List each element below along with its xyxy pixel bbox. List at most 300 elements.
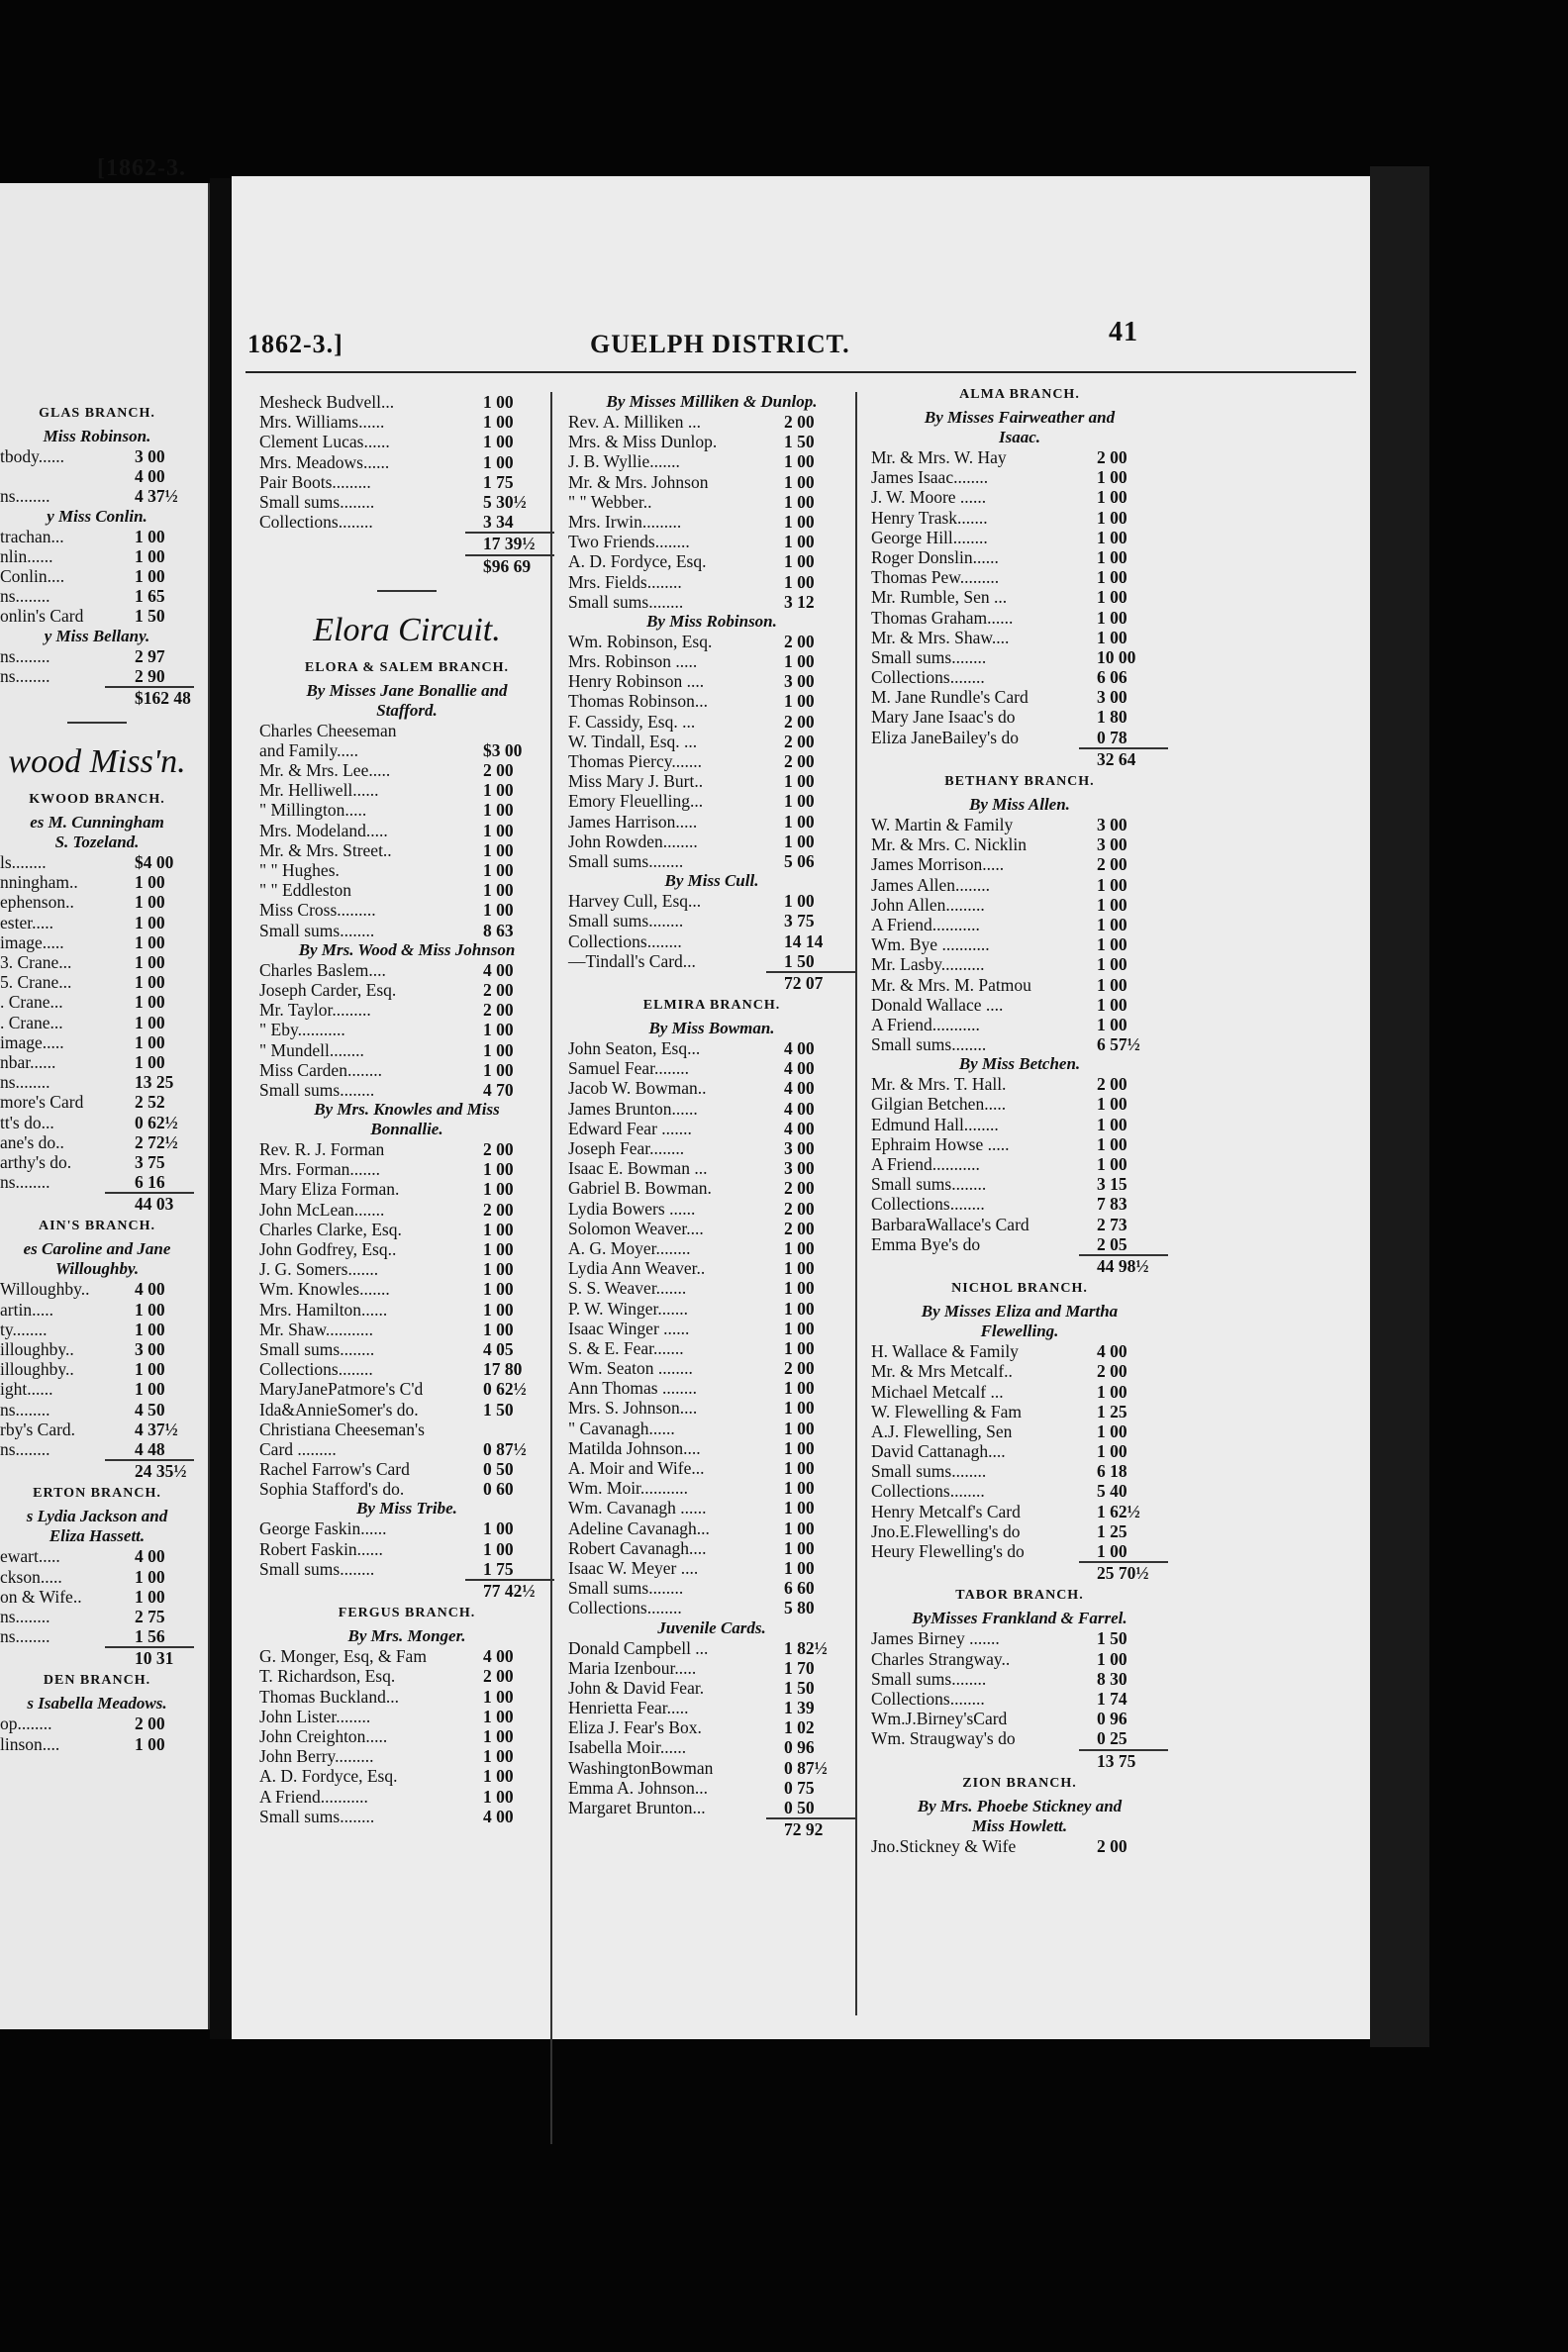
contribution-row [259, 821, 554, 840]
contributor-name: Ida&AnnieSomer's do. [259, 1399, 419, 1420]
branch-total [871, 1751, 1168, 1771]
contributor-name: Margaret Brunton... [568, 1798, 706, 1817]
contributor-name: nningham.. [0, 872, 78, 893]
contribution-row [259, 1379, 554, 1399]
contribution-row [0, 646, 194, 666]
contribution-row [259, 1519, 554, 1538]
contribution-row [259, 1439, 554, 1459]
column-rule-2 [855, 392, 857, 2015]
contribution-amount: 1 00 [1097, 974, 1127, 995]
contribution-row [259, 1726, 554, 1746]
contribution-amount: 1 00 [135, 565, 165, 586]
contribution-row [568, 532, 855, 551]
contribution-row [259, 492, 554, 512]
contribution-row [871, 954, 1168, 974]
contribution-row [568, 771, 855, 791]
contribution-row [0, 1052, 194, 1072]
total-amount: $162 48 [135, 687, 191, 708]
contribution-amount: 3 00 [1097, 815, 1127, 834]
contribution-row [259, 721, 554, 740]
contributor-name: ight...... [0, 1379, 53, 1400]
contribution-amount: 1 00 [483, 839, 514, 860]
branch-heading: ELMIRA BRANCH. [642, 998, 781, 1014]
contribution-amount: 4 00 [784, 1078, 815, 1099]
contributor-name: Michael Metcalf ... [871, 1381, 1004, 1402]
left-page-fragment [0, 155, 210, 2029]
contributor-name: Wm.J.Birney'sCard [871, 1709, 1008, 1729]
left-fragment-column [0, 401, 194, 1754]
contribution-amount: 1 00 [1097, 874, 1127, 895]
contribution-row [0, 1379, 194, 1399]
contribution-row [259, 512, 554, 532]
contribution-amount: 1 00 [483, 451, 514, 472]
contribution-row [259, 1766, 554, 1786]
contributor-name: Miss Carden........ [259, 1059, 382, 1080]
contribution-row [0, 546, 194, 566]
contribution-amount: 5 06 [784, 850, 815, 871]
contribution-amount: 1 00 [135, 1733, 165, 1754]
contribution-row [259, 760, 554, 780]
contribution-row [0, 1587, 194, 1607]
contribution-row [0, 446, 194, 466]
contributor-name: Mr. Taylor......... [259, 1000, 371, 1021]
contributor-name: A Friend........... [871, 1014, 980, 1034]
contribution-amount: 1 00 [1097, 487, 1127, 508]
branch-total [0, 1461, 194, 1481]
contributor-name: Christiana Cheeseman's [259, 1419, 425, 1439]
contribution-amount: 4 50 [135, 1399, 165, 1420]
contribution-row [871, 1628, 1168, 1648]
contributor-name: and Family..... [259, 739, 358, 760]
contribution-row [568, 1158, 855, 1178]
contribution-row [568, 1498, 855, 1518]
contributor-name: 3. Crane... [0, 952, 72, 972]
contribution-row [259, 1159, 554, 1179]
contribution-row [259, 1459, 554, 1479]
contribution-row [0, 666, 194, 686]
total-amount: 77 42½ [483, 1581, 536, 1601]
contributor-name: Mrs. Hamilton...... [259, 1299, 388, 1320]
contribution-row [259, 432, 554, 451]
contributor-name: James Isaac........ [871, 467, 989, 488]
contributor-name: Thomas Pew......... [871, 567, 1000, 588]
collector-line: By Misses Eliza and Martha [921, 1302, 1119, 1322]
contribution-amount: 1 00 [135, 1299, 165, 1320]
contribution-row [871, 1341, 1168, 1361]
contribution-row [259, 1080, 554, 1100]
collector-line: By Misses Jane Bonallie and [306, 680, 508, 700]
contribution-row [0, 1072, 194, 1092]
contributor-name: Rev. R. J. Forman [259, 1139, 385, 1160]
contribution-row [871, 567, 1168, 587]
contributor-name: Mrs. Williams...... [259, 412, 385, 433]
collector-line: Miss Howlett. [971, 1815, 1068, 1835]
contribution-row [871, 834, 1168, 854]
contribution-amount: 4 48 [135, 1438, 165, 1459]
contribution-row [568, 432, 855, 451]
contribution-amount: 1 50 [135, 606, 165, 627]
contributor-name: Willoughby.. [0, 1279, 90, 1300]
contributor-name: more's Card [0, 1092, 84, 1113]
contribution-amount: 1 65 [135, 586, 165, 607]
contribution-row [871, 1481, 1168, 1501]
contributor-name: Mr. & Mrs. Shaw.... [871, 627, 1010, 647]
contribution-amount: 4 00 [135, 466, 165, 487]
contribution-row [568, 651, 855, 671]
contributor-name: James Brunton...... [568, 1098, 698, 1119]
contributor-name: " " Hughes. [259, 860, 340, 880]
contribution-amount: 1 00 [784, 1418, 815, 1438]
contribution-amount: 4 05 [483, 1338, 514, 1359]
contributor-name: ane's do.. [0, 1131, 64, 1152]
contribution-amount: 2 00 [1097, 1361, 1127, 1382]
contributor-name: John & David Fear. [568, 1677, 705, 1698]
contribution-row [259, 1239, 554, 1259]
contribution-amount: 1 00 [135, 545, 165, 566]
contributor-name: Lydia Bowers ...... [568, 1198, 696, 1219]
contribution-amount: 1 00 [784, 1437, 815, 1458]
contribution-amount: 1 00 [483, 1239, 514, 1259]
contribution-amount: 1 00 [483, 1279, 514, 1300]
column-2 [568, 392, 855, 1839]
contribution-amount: 1 00 [135, 931, 165, 952]
contribution-amount: 0 25 [1097, 1728, 1127, 1749]
contributor-name: M. Jane Rundle's Card [871, 687, 1029, 708]
contribution-amount: 1 00 [483, 1179, 514, 1200]
contributor-name: ns........ [0, 1072, 50, 1093]
contribution-row [568, 572, 855, 592]
contribution-row [871, 1421, 1168, 1441]
contributor-name: Wm. Straugway's do [871, 1728, 1016, 1749]
contribution-row [0, 527, 194, 546]
contributor-name: Edmund Hall........ [871, 1114, 999, 1134]
contribution-amount: 8 30 [1097, 1668, 1127, 1689]
contribution-row [259, 412, 554, 432]
contribution-amount: 1 00 [483, 1706, 514, 1726]
contribution-row [871, 547, 1168, 567]
contribution-amount: 7 83 [1097, 1194, 1127, 1215]
total-amount: $96 69 [483, 555, 532, 576]
contributor-name: Charles Baslem.... [259, 959, 386, 980]
contribution-row [568, 472, 855, 492]
contribution-amount: 2 97 [135, 645, 165, 666]
contribution-row [259, 1220, 554, 1239]
contribution-row [0, 1607, 194, 1626]
contributor-name: arthy's do. [0, 1151, 72, 1172]
contributor-name: Eliza JaneBailey's do [871, 727, 1019, 747]
contribution-amount: 5 80 [784, 1598, 815, 1618]
branch-total [871, 749, 1168, 769]
contributor-name: trachan... [0, 526, 64, 546]
contributor-name: nlin...... [0, 545, 53, 566]
contribution-amount: 2 52 [135, 1092, 165, 1113]
contribution-row [259, 1787, 554, 1807]
collector-line: Stafford. [376, 700, 438, 720]
contribution-amount: 1 00 [784, 771, 815, 792]
contributor-name: T. Richardson, Esq. [259, 1666, 396, 1687]
contributor-name: Mr. & Mrs. W. Hay [871, 447, 1007, 467]
contribution-amount: 1 00 [784, 571, 815, 592]
collector-line: By Misses Fairweather and [924, 408, 1116, 427]
contributor-name: Solomon Weaver.... [568, 1218, 704, 1238]
contribution-amount: 1 00 [1097, 1381, 1127, 1402]
contribution-amount: 1 00 [784, 831, 815, 851]
contribution-row [568, 1398, 855, 1418]
contributor-name: Sophia Stafford's do. [259, 1479, 405, 1500]
contribution-row [568, 1519, 855, 1538]
contributor-name: John Godfrey, Esq.. [259, 1239, 397, 1259]
contribution-amount: 4 00 [483, 959, 514, 980]
main-page [232, 176, 1370, 2039]
collector-line: By Miss Cull. [664, 871, 759, 891]
contribution-amount: 5 30½ [483, 491, 527, 512]
branch-heading: ZION BRANCH. [962, 1775, 1077, 1791]
contribution-amount: 1 00 [784, 491, 815, 512]
branch-heading: GLAS BRANCH. [39, 406, 155, 421]
collector-line: Juvenile Cards. [657, 1617, 766, 1637]
contribution-row [259, 780, 554, 800]
contributor-name: Henry Trask....... [871, 507, 988, 528]
contribution-amount: 1 00 [483, 1519, 514, 1539]
contribution-amount: 1 00 [1097, 914, 1127, 934]
contributor-name: W. Flewelling & Fam [871, 1401, 1022, 1421]
contribution-amount: 2 00 [1097, 447, 1127, 467]
contributor-name: A Friend........... [871, 914, 980, 934]
contribution-row [568, 1238, 855, 1258]
contribution-amount: 1 00 [483, 800, 514, 821]
contributor-name: Mr. & Mrs. M. Patmou [871, 974, 1031, 995]
contribution-amount: $4 00 [135, 852, 174, 873]
contributor-name: Emma A. Johnson... [568, 1777, 708, 1798]
contribution-amount: 1 00 [1097, 1114, 1127, 1134]
branch-heading: NICHOL BRANCH. [951, 1281, 1088, 1297]
total-amount: 44 03 [135, 1194, 174, 1215]
collector-line: By Miss Robinson. [646, 611, 777, 631]
contribution-amount: 1 00 [1097, 1133, 1127, 1154]
contribution-amount: 1 00 [483, 1039, 514, 1060]
contributor-name: Rev. A. Milliken ... [568, 412, 702, 432]
contribution-row [871, 1402, 1168, 1421]
contributor-name: J. W. Moore ...... [871, 487, 987, 508]
contribution-row [568, 1698, 855, 1717]
branch-heading: ELORA & SALEM BRANCH. [304, 659, 510, 675]
collector-line: Bonnallie. [370, 1120, 443, 1139]
contribution-row [568, 1278, 855, 1298]
contribution-row [568, 1578, 855, 1598]
contributor-name: Gabriel B. Bowman. [568, 1178, 712, 1199]
contributor-name: Small sums........ [568, 1578, 684, 1599]
contribution-amount: 1 00 [483, 860, 514, 880]
contribution-row [259, 1200, 554, 1220]
circuit-heading: Elora Circuit. [313, 611, 501, 648]
contribution-amount: 1 00 [135, 1031, 165, 1052]
contributor-name: John Lister........ [259, 1706, 371, 1726]
contribution-row [0, 1092, 194, 1112]
contributor-name: A. D. Fordyce, Esq. [568, 551, 707, 572]
contribution-row [568, 832, 855, 851]
contributor-name: Small sums........ [259, 1338, 375, 1359]
contribution-row [568, 1678, 855, 1698]
contribution-row [259, 1359, 554, 1379]
contribution-amount: 1 00 [483, 1299, 514, 1320]
contributor-name: Mr. Lasby.......... [871, 954, 985, 975]
contribution-row [259, 1139, 554, 1159]
branch-total [0, 688, 194, 708]
contributor-name: Mrs. & Miss Dunlop. [568, 432, 718, 452]
contribution-row [259, 900, 554, 920]
contributor-name: Collections........ [568, 1598, 682, 1618]
contribution-row [871, 1215, 1168, 1234]
collector-line: By Mrs. Monger. [347, 1626, 466, 1646]
contribution-row [568, 1378, 855, 1398]
collector-line: y Miss Conlin. [47, 506, 147, 526]
contribution-amount: 1 00 [135, 992, 165, 1013]
contribution-row [568, 1419, 855, 1438]
contribution-amount: 1 75 [483, 1558, 514, 1579]
contribution-amount: 1 00 [1097, 1541, 1127, 1561]
contribution-row [0, 466, 194, 486]
branch-total [568, 1819, 855, 1839]
collector-line: Isaac. [998, 428, 1041, 446]
contributor-name: Pair Boots......... [259, 471, 371, 492]
contributor-name: Mr. Helliwell...... [259, 780, 379, 801]
contribution-amount: 1 00 [784, 1518, 815, 1538]
contribution-row [259, 1320, 554, 1339]
contribution-amount: 1 00 [784, 511, 815, 532]
contribution-amount: 1 00 [1097, 467, 1127, 488]
contribution-amount: 1 50 [784, 1677, 815, 1698]
contribution-amount: 3 00 [784, 1158, 815, 1179]
contribution-amount: 1 00 [784, 1318, 815, 1338]
contributor-name: S. & E. Fear....... [568, 1337, 684, 1358]
contribution-amount: 4 00 [1097, 1341, 1127, 1362]
contribution-row [259, 1339, 554, 1359]
contribution-amount: $3 00 [483, 739, 523, 760]
contribution-row [568, 1219, 855, 1238]
contribution-amount: 8 63 [483, 920, 514, 940]
contribution-row [871, 1074, 1168, 1094]
contributor-name: " Mundell........ [259, 1039, 364, 1060]
contributor-name: Mr. & Mrs. T. Hall. [871, 1074, 1007, 1095]
collector-line: es M. Cunningham [30, 813, 164, 833]
contribution-amount: 13 25 [135, 1072, 174, 1093]
branch-total [871, 1563, 1168, 1583]
contribution-row [0, 1439, 194, 1459]
contribution-amount: 14 14 [784, 931, 824, 951]
contributor-name: Wm. Cavanagh ...... [568, 1498, 707, 1519]
contribution-row [871, 1015, 1168, 1034]
contribution-row [0, 1013, 194, 1032]
contribution-amount: 1 00 [483, 412, 514, 433]
contributor-name: Wm. Bye ........... [871, 934, 990, 955]
contribution-row [568, 1258, 855, 1278]
contribution-amount: 1 70 [784, 1657, 815, 1678]
contribution-amount: 6 06 [1097, 667, 1127, 688]
contributor-name: Mrs. Robinson ..... [568, 651, 698, 672]
contribution-amount: 3 00 [135, 446, 165, 466]
contribution-amount: 1 00 [784, 1337, 815, 1358]
contribution-row [568, 512, 855, 532]
contribution-row [568, 1078, 855, 1098]
contributor-name: Small sums........ [568, 911, 684, 931]
contribution-amount: 4 00 [784, 1058, 815, 1079]
contribution-row [568, 1658, 855, 1678]
contribution-row [871, 1649, 1168, 1669]
contributor-name: Matilda Johnson.... [568, 1437, 701, 1458]
contribution-amount: 1 00 [483, 1059, 514, 1080]
contribution-amount: 1 00 [1097, 934, 1127, 955]
contribution-row [259, 740, 554, 760]
contribution-amount: 2 00 [483, 760, 514, 781]
contribution-row [259, 1687, 554, 1707]
contribution-row [871, 1541, 1168, 1561]
contribution-row [871, 1154, 1168, 1174]
contribution-row [0, 606, 194, 626]
contributor-name: Mr. & Mrs Metcalf.. [871, 1361, 1013, 1382]
contribution-row [871, 707, 1168, 727]
column-3 [871, 382, 1168, 1856]
contribution-row [568, 1638, 855, 1658]
contribution-amount: 1 00 [1097, 527, 1127, 547]
contributor-name: Mrs. Modeland..... [259, 820, 388, 840]
contribution-amount: 2 73 [1097, 1214, 1127, 1234]
branch-heading: ERTON BRANCH. [33, 1486, 161, 1502]
branch-heading: ALMA BRANCH. [959, 387, 1080, 402]
contribution-amount: 1 00 [135, 952, 165, 972]
contributor-name: image..... [0, 931, 64, 952]
contribution-amount: 2 90 [135, 665, 165, 686]
contributor-name: Small sums........ [259, 1079, 375, 1100]
contribution-row [0, 1714, 194, 1733]
total-amount: 72 92 [784, 1819, 824, 1840]
contributor-name: Mary Jane Isaac's do [871, 707, 1016, 728]
contributor-name: illoughby.. [0, 1359, 74, 1380]
contribution-amount: 1 00 [1097, 1014, 1127, 1034]
contributor-name: Mary Eliza Forman. [259, 1179, 400, 1200]
contribution-amount: 1 50 [1097, 1628, 1127, 1649]
contribution-amount: 2 00 [784, 711, 815, 732]
contribution-row [259, 1020, 554, 1039]
year-header: 1862-3.] [247, 330, 343, 358]
contribution-amount: 1 00 [1097, 1648, 1127, 1669]
contribution-row [568, 492, 855, 512]
contributor-name: Henry Metcalf's Card [871, 1501, 1021, 1521]
contribution-row [871, 1728, 1168, 1748]
contributor-name: Roger Donslin...... [871, 546, 999, 567]
contribution-row [259, 1060, 554, 1080]
contribution-amount: 2 00 [1097, 1835, 1127, 1856]
contribution-row [259, 800, 554, 820]
contributor-name: ester..... [0, 912, 53, 932]
contribution-row [568, 671, 855, 691]
contributor-name: F. Cassidy, Esq. ... [568, 711, 696, 732]
contribution-row [0, 1359, 194, 1379]
branch-total [568, 973, 855, 993]
contribution-amount: 17 80 [483, 1359, 523, 1380]
contributor-name: nbar...... [0, 1051, 56, 1072]
branch-heading: TABOR BRANCH. [955, 1588, 1084, 1604]
contribution-row [871, 1521, 1168, 1541]
branch-total [0, 1194, 194, 1214]
contributor-name: Small sums........ [871, 646, 987, 667]
contributor-name: Mrs. Meadows...... [259, 451, 390, 472]
contribution-row [0, 586, 194, 606]
contributor-name: George Hill........ [871, 527, 988, 547]
contributor-name: John Creighton..... [259, 1725, 388, 1746]
contribution-amount: 2 00 [784, 631, 815, 651]
contribution-amount: 1 00 [135, 972, 165, 993]
contribution-row [568, 1558, 855, 1578]
